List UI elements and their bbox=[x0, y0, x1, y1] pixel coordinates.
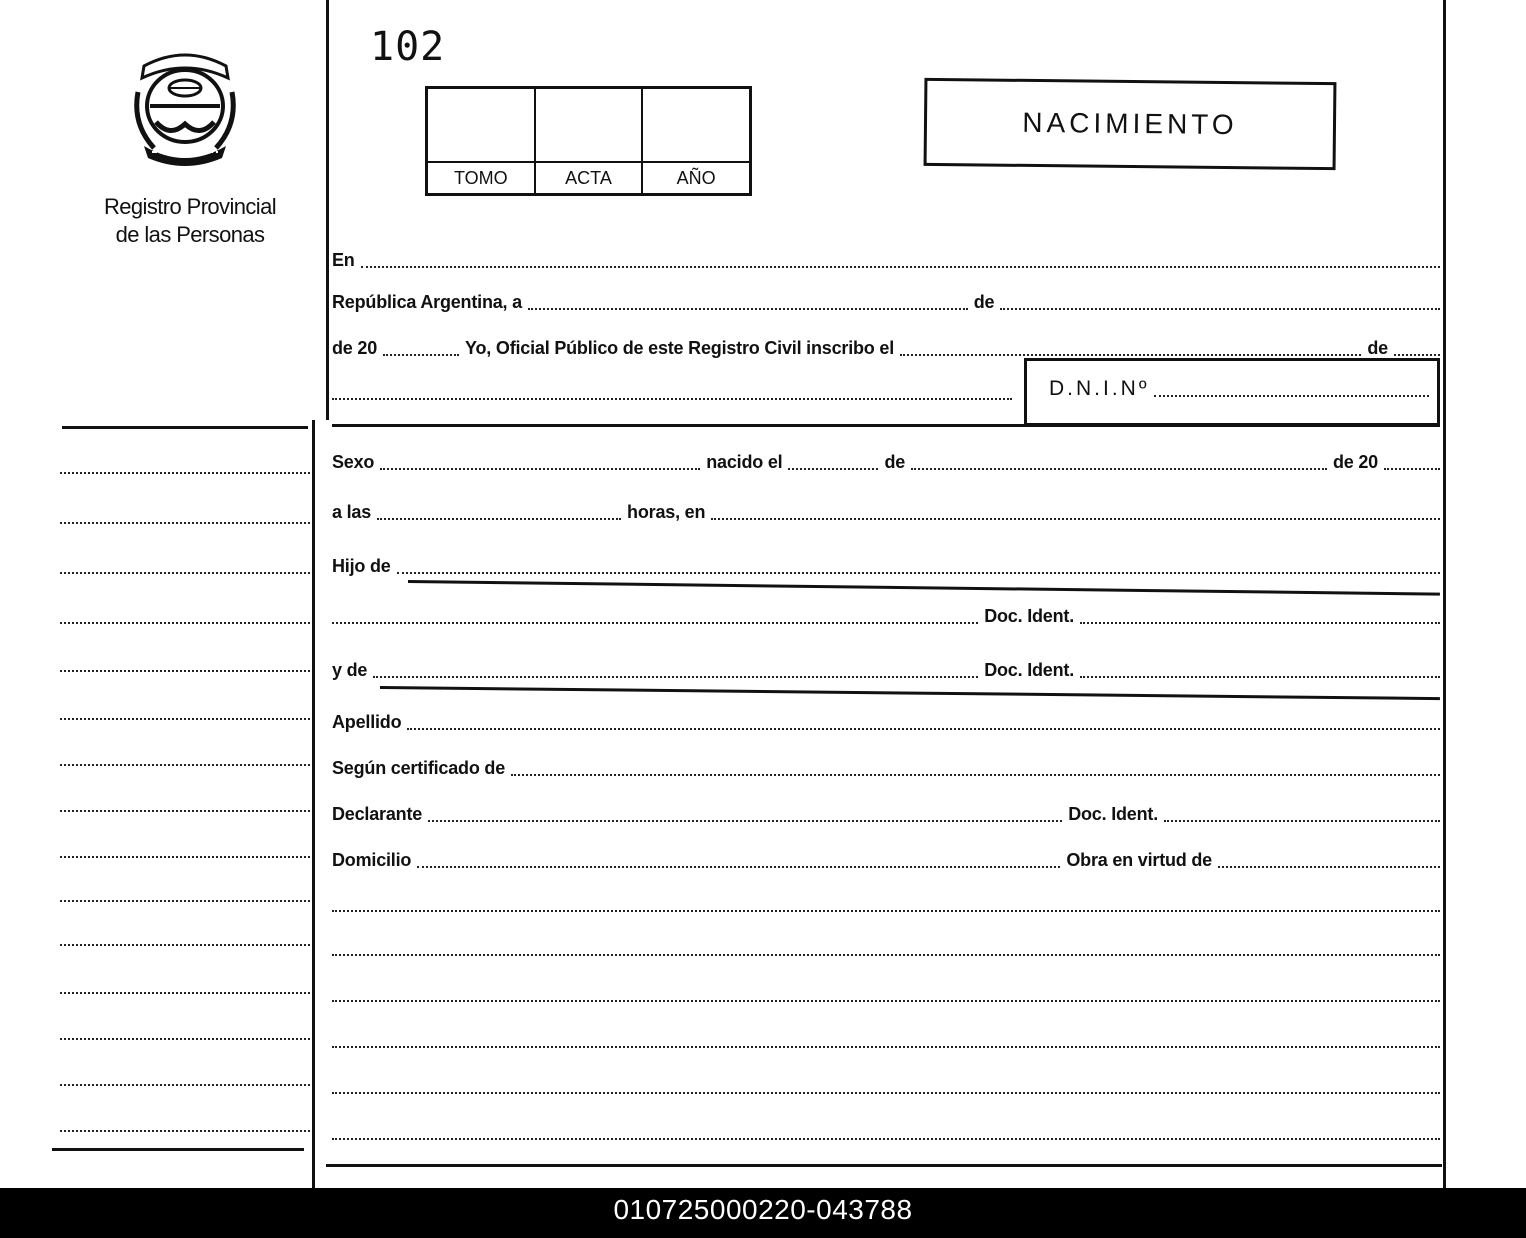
label-sexo: Sexo bbox=[332, 452, 375, 472]
left-top-rule bbox=[62, 426, 308, 429]
field-nacido-day[interactable] bbox=[788, 454, 878, 470]
left-column-divider-lower bbox=[312, 420, 315, 1188]
tomo-cell[interactable] bbox=[428, 89, 536, 193]
parent-underline-1 bbox=[408, 580, 1440, 596]
row-republica bbox=[332, 292, 1440, 313]
field-obra[interactable] bbox=[1218, 852, 1440, 868]
field-lugar[interactable] bbox=[711, 504, 1440, 520]
blank-line[interactable] bbox=[332, 986, 1440, 1002]
label-declarante: Declarante bbox=[332, 804, 423, 824]
left-dotted-line bbox=[60, 702, 310, 720]
left-dotted-line bbox=[60, 556, 310, 574]
label-docident-3: Doc. Ident. bbox=[1068, 804, 1158, 824]
document-title-box bbox=[924, 78, 1337, 170]
label-republica: República Argentina, a bbox=[332, 292, 522, 312]
blank-line[interactable] bbox=[332, 1078, 1440, 1094]
field-alas[interactable] bbox=[377, 504, 621, 520]
dni-box bbox=[1024, 358, 1440, 426]
sheet-number: 102 bbox=[370, 24, 446, 70]
label-en: En bbox=[332, 250, 355, 270]
footer-code-bar bbox=[0, 1188, 1526, 1238]
label-nacido: nacido el bbox=[706, 452, 783, 472]
registry-line-2: de las Personas bbox=[115, 222, 265, 247]
label-dni: D.N.I.Nº bbox=[1049, 377, 1150, 400]
label-yo: Yo, Oficial Público de este Registro Civil inscribo el bbox=[465, 338, 895, 358]
field-year[interactable] bbox=[383, 340, 459, 356]
left-dotted-line bbox=[60, 794, 310, 812]
left-dotted-line bbox=[60, 606, 310, 624]
left-dotted-line bbox=[60, 1068, 310, 1086]
field-sexo[interactable] bbox=[380, 454, 700, 470]
row-yo bbox=[332, 338, 1440, 359]
bottom-rule bbox=[326, 1164, 1442, 1167]
field-en[interactable] bbox=[361, 252, 1440, 268]
field-apellido[interactable] bbox=[407, 714, 1440, 730]
provincial-crest-seal bbox=[130, 48, 240, 170]
field-nacido-year[interactable] bbox=[1384, 454, 1440, 470]
tomo-label: TOMO bbox=[428, 161, 534, 193]
field-nacido-month[interactable] bbox=[911, 454, 1327, 470]
label-docident-2: Doc. Ident. bbox=[984, 660, 1074, 680]
field-continuation[interactable] bbox=[332, 384, 1012, 400]
anio-label: AÑO bbox=[643, 161, 749, 193]
row-segun bbox=[332, 758, 1440, 779]
label-segun: Según certificado de bbox=[332, 758, 506, 778]
row-yde bbox=[332, 660, 1440, 681]
row-continuation bbox=[332, 384, 1012, 403]
registry-line-1: Registro Provincial bbox=[103, 194, 276, 219]
label-horas: horas, en bbox=[627, 502, 706, 522]
field-hijo[interactable] bbox=[397, 558, 1440, 574]
left-dotted-line bbox=[60, 840, 310, 858]
row-parent-1 bbox=[332, 606, 1440, 627]
label-apellido: Apellido bbox=[332, 712, 402, 732]
left-column-divider bbox=[326, 0, 329, 420]
label-de: de bbox=[973, 292, 995, 312]
label-alas: a las bbox=[332, 502, 372, 522]
blank-line[interactable] bbox=[332, 896, 1440, 912]
right-border bbox=[1443, 0, 1446, 1188]
acta-cell[interactable] bbox=[536, 89, 644, 193]
footer-code: 010725000220-043788 bbox=[613, 1194, 913, 1225]
label-docident-1: Doc. Ident. bbox=[984, 606, 1074, 626]
field-segun[interactable] bbox=[511, 760, 1440, 776]
section-divider bbox=[332, 424, 1440, 427]
record-grid bbox=[425, 86, 752, 196]
field-parent-2[interactable] bbox=[373, 662, 978, 678]
parent-underline-2 bbox=[380, 686, 1440, 700]
left-dotted-line bbox=[60, 456, 310, 474]
field-docident-1[interactable] bbox=[1080, 608, 1440, 624]
field-declarante[interactable] bbox=[428, 806, 1062, 822]
left-dotted-line bbox=[60, 506, 310, 524]
label-de20: de 20 bbox=[332, 338, 378, 358]
field-day[interactable] bbox=[528, 294, 968, 310]
field-docident-2[interactable] bbox=[1080, 662, 1440, 678]
field-domicilio[interactable] bbox=[417, 852, 1060, 868]
left-dotted-line bbox=[60, 976, 310, 994]
blank-line[interactable] bbox=[332, 1124, 1440, 1140]
left-dotted-line bbox=[60, 1114, 310, 1132]
left-dotted-line bbox=[60, 884, 310, 902]
left-dotted-line bbox=[60, 928, 310, 946]
label-de20-2: de 20 bbox=[1332, 452, 1378, 472]
row-horas bbox=[332, 502, 1440, 523]
row-declarante bbox=[332, 804, 1440, 825]
label-hijo: Hijo de bbox=[332, 556, 391, 576]
left-dotted-line bbox=[60, 748, 310, 766]
blank-line[interactable] bbox=[332, 940, 1440, 956]
left-dotted-line bbox=[60, 1022, 310, 1040]
label-de-3: de bbox=[884, 452, 906, 472]
row-domicilio bbox=[332, 850, 1440, 871]
field-de-2[interactable] bbox=[1394, 340, 1440, 356]
row-apellido bbox=[332, 712, 1440, 733]
label-domicilio: Domicilio bbox=[332, 850, 412, 870]
field-inscribo[interactable] bbox=[900, 340, 1361, 356]
left-bottom-rule bbox=[52, 1148, 304, 1151]
field-docident-3[interactable] bbox=[1164, 806, 1440, 822]
row-sexo bbox=[332, 452, 1440, 473]
label-obra: Obra en virtud de bbox=[1066, 850, 1212, 870]
acta-label: ACTA bbox=[536, 161, 642, 193]
field-parent-1[interactable] bbox=[332, 608, 978, 624]
label-de-2: de bbox=[1367, 338, 1388, 358]
row-hijo bbox=[332, 556, 1440, 577]
field-month[interactable] bbox=[1000, 294, 1440, 310]
blank-line[interactable] bbox=[332, 1032, 1440, 1048]
document-title: NACIMIENTO bbox=[1022, 106, 1238, 141]
left-dotted-line bbox=[60, 654, 310, 672]
label-yde: y de bbox=[332, 660, 368, 680]
registry-name bbox=[60, 193, 320, 249]
row-en bbox=[332, 250, 1440, 271]
field-dni[interactable] bbox=[1154, 383, 1429, 397]
anio-cell[interactable] bbox=[643, 89, 749, 193]
